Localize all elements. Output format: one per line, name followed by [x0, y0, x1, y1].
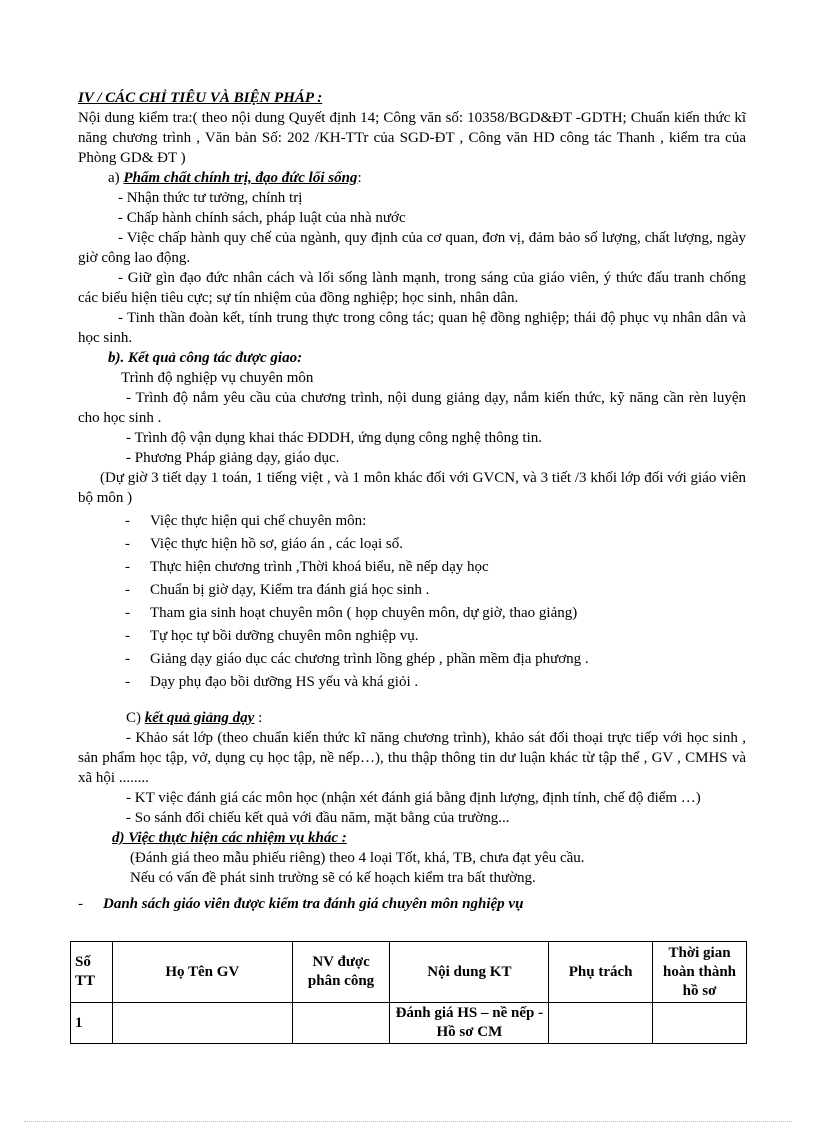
col-header-stt: Số TT — [71, 942, 113, 1003]
teacher-table — [70, 941, 747, 1044]
cell-in-charge — [549, 1003, 653, 1044]
checklist-item: - Việc thực hiện qui chế chuyên môn: — [125, 513, 367, 529]
section-heading: IV / CÁC CHỈ TIÊU VÀ BIỆN PHÁP : — [78, 90, 323, 106]
cell-assignment — [292, 1003, 390, 1044]
section-b-item: - Phương Pháp giảng dạy, giáo dục. — [126, 450, 340, 466]
teacher-list-title: - Danh sách giáo viên được kiểm tra đánh giá chuyên môn nghiệp vụ — [78, 896, 524, 912]
section-b-note: (Dự giờ 3 tiết dạy 1 toán, 1 tiếng việt , và 1 môn khác đối với GVCN, và 3 tiết /3 khối lớp đối với giáo viên bộ môn ) — [78, 470, 746, 506]
checklist-item: - Thực hiện chương trình ,Thời khoá biểu, nề nếp dạy học — [125, 559, 489, 575]
checklist-item: - Giảng dạy giáo dục các chương trình lồng ghép , phần mềm địa phương . — [125, 651, 589, 667]
section-c-item: - KT việc đánh giá các môn học (nhận xét đánh giá bằng định lượng, định tính, chế độ điểm …) — [126, 790, 701, 806]
cell-deadline — [653, 1003, 747, 1044]
section-b-item: - Trình độ vận dụng khai thác ĐDDH, ứng dụng công nghệ thông tin. — [126, 430, 543, 446]
page-footer-border — [24, 1121, 792, 1122]
checklist-item: - Tham gia sinh hoạt chuyên môn ( họp chuyên môn, dự giờ, thao giảng) — [125, 605, 578, 621]
col-header-in-charge: Phụ trách — [549, 942, 653, 1003]
table-header-row — [71, 942, 747, 1003]
cell-name — [112, 1003, 292, 1044]
cell-stt: 1 — [71, 1003, 113, 1044]
section-c-item: - So sánh đối chiếu kết quả với đầu năm, mặt bằng của trường... — [126, 810, 510, 826]
section-c-title: C) kết quả giảng dạy : — [126, 710, 263, 726]
intro-paragraph: Nội dung kiểm tra:( theo nội dung Quyết định 14; Công văn số: 10358/BGD&ĐT -GDTH; Chuẩn kiến thức kĩ năng chương trình , Văn bản Số: 202 /KH-TTr của SGD-ĐT , Công văn HD công tác Thanh , kiểm tra của Phòng GD& ĐT ) — [78, 110, 746, 166]
section-b-lead: Trình độ nghiệp vụ chuyên môn — [121, 370, 314, 386]
checklist — [78, 510, 746, 694]
section-a-item: - Tinh thần đoàn kết, tính trung thực trong công tác; quan hệ đồng nghiệp; thái độ phục vụ nhân dân và học sinh. — [78, 310, 746, 346]
col-header-assignment: NV được phân công — [292, 942, 390, 1003]
section-d-item: Nếu có vấn đề phát sinh trường sẽ có kế hoạch kiểm tra bất thường. — [130, 870, 536, 886]
section-b-item: - Trình độ nắm yêu cầu của chương trình, nội dung giảng dạy, nắm kiến thức, kỹ năng cần rèn luyện cho học sinh . — [78, 390, 746, 426]
section-d-title: d) Việc thực hiện các nhiệm vụ khác : — [112, 830, 347, 846]
section-b-title: b). Kết quả công tác được giao: — [108, 350, 303, 366]
section-c-item: - Khảo sát lớp (theo chuẩn kiến thức kĩ năng chương trình), khảo sát đối thoại trực tiếp với học sinh , sản phẩm học tập, vở, dụng cụ học tập, nề nếp…), thu thập thông tin dư luận khác từ tập thể , GV , CMHS và xã hội ........ — [78, 730, 746, 786]
checklist-item: - Dạy phụ đạo bồi dưỡng HS yếu và khá giỏi . — [125, 674, 419, 690]
section-a-item: - Việc chấp hành quy chế của ngành, quy định của cơ quan, đơn vị, đảm bảo số lượng, chất lượng, ngày giờ công lao động. — [78, 230, 746, 266]
section-a-title: a) Phẩm chất chính trị, đạo đức lối sống: — [108, 170, 362, 186]
table-row — [71, 1003, 747, 1044]
section-d-item: (Đánh giá theo mẫu phiếu riêng) theo 4 loại Tốt, khá, TB, chưa đạt yêu cầu. — [130, 850, 585, 866]
section-a-item: - Chấp hành chính sách, pháp luật của nhà nước — [118, 210, 406, 226]
cell-content: Đánh giá HS – nề nếp - Hồ sơ CM — [390, 1003, 549, 1044]
checklist-item: - Chuẩn bị giờ dạy, Kiểm tra đánh giá học sinh . — [125, 582, 430, 598]
section-a-item: - Giữ gìn đạo đức nhân cách và lối sống lành mạnh, trong sáng của giáo viên, ý thức đấu tranh chống các biểu hiện tiêu cực; sự tín nhiệm của đồng nghiệp; học sinh, nhân dân. — [78, 270, 746, 306]
col-header-content: Nội dung KT — [390, 942, 549, 1003]
section-a-item: - Nhận thức tư tưởng, chính trị — [118, 190, 303, 206]
checklist-item: - Việc thực hiện hồ sơ, giáo án , các loại sổ. — [125, 536, 404, 552]
document-body — [78, 88, 746, 914]
checklist-item: - Tự học tự bồi dưỡng chuyên môn nghiệp vụ. — [125, 628, 419, 644]
col-header-deadline: Thời gian hoàn thành hồ sơ — [653, 942, 747, 1003]
col-header-name: Họ Tên GV — [112, 942, 292, 1003]
